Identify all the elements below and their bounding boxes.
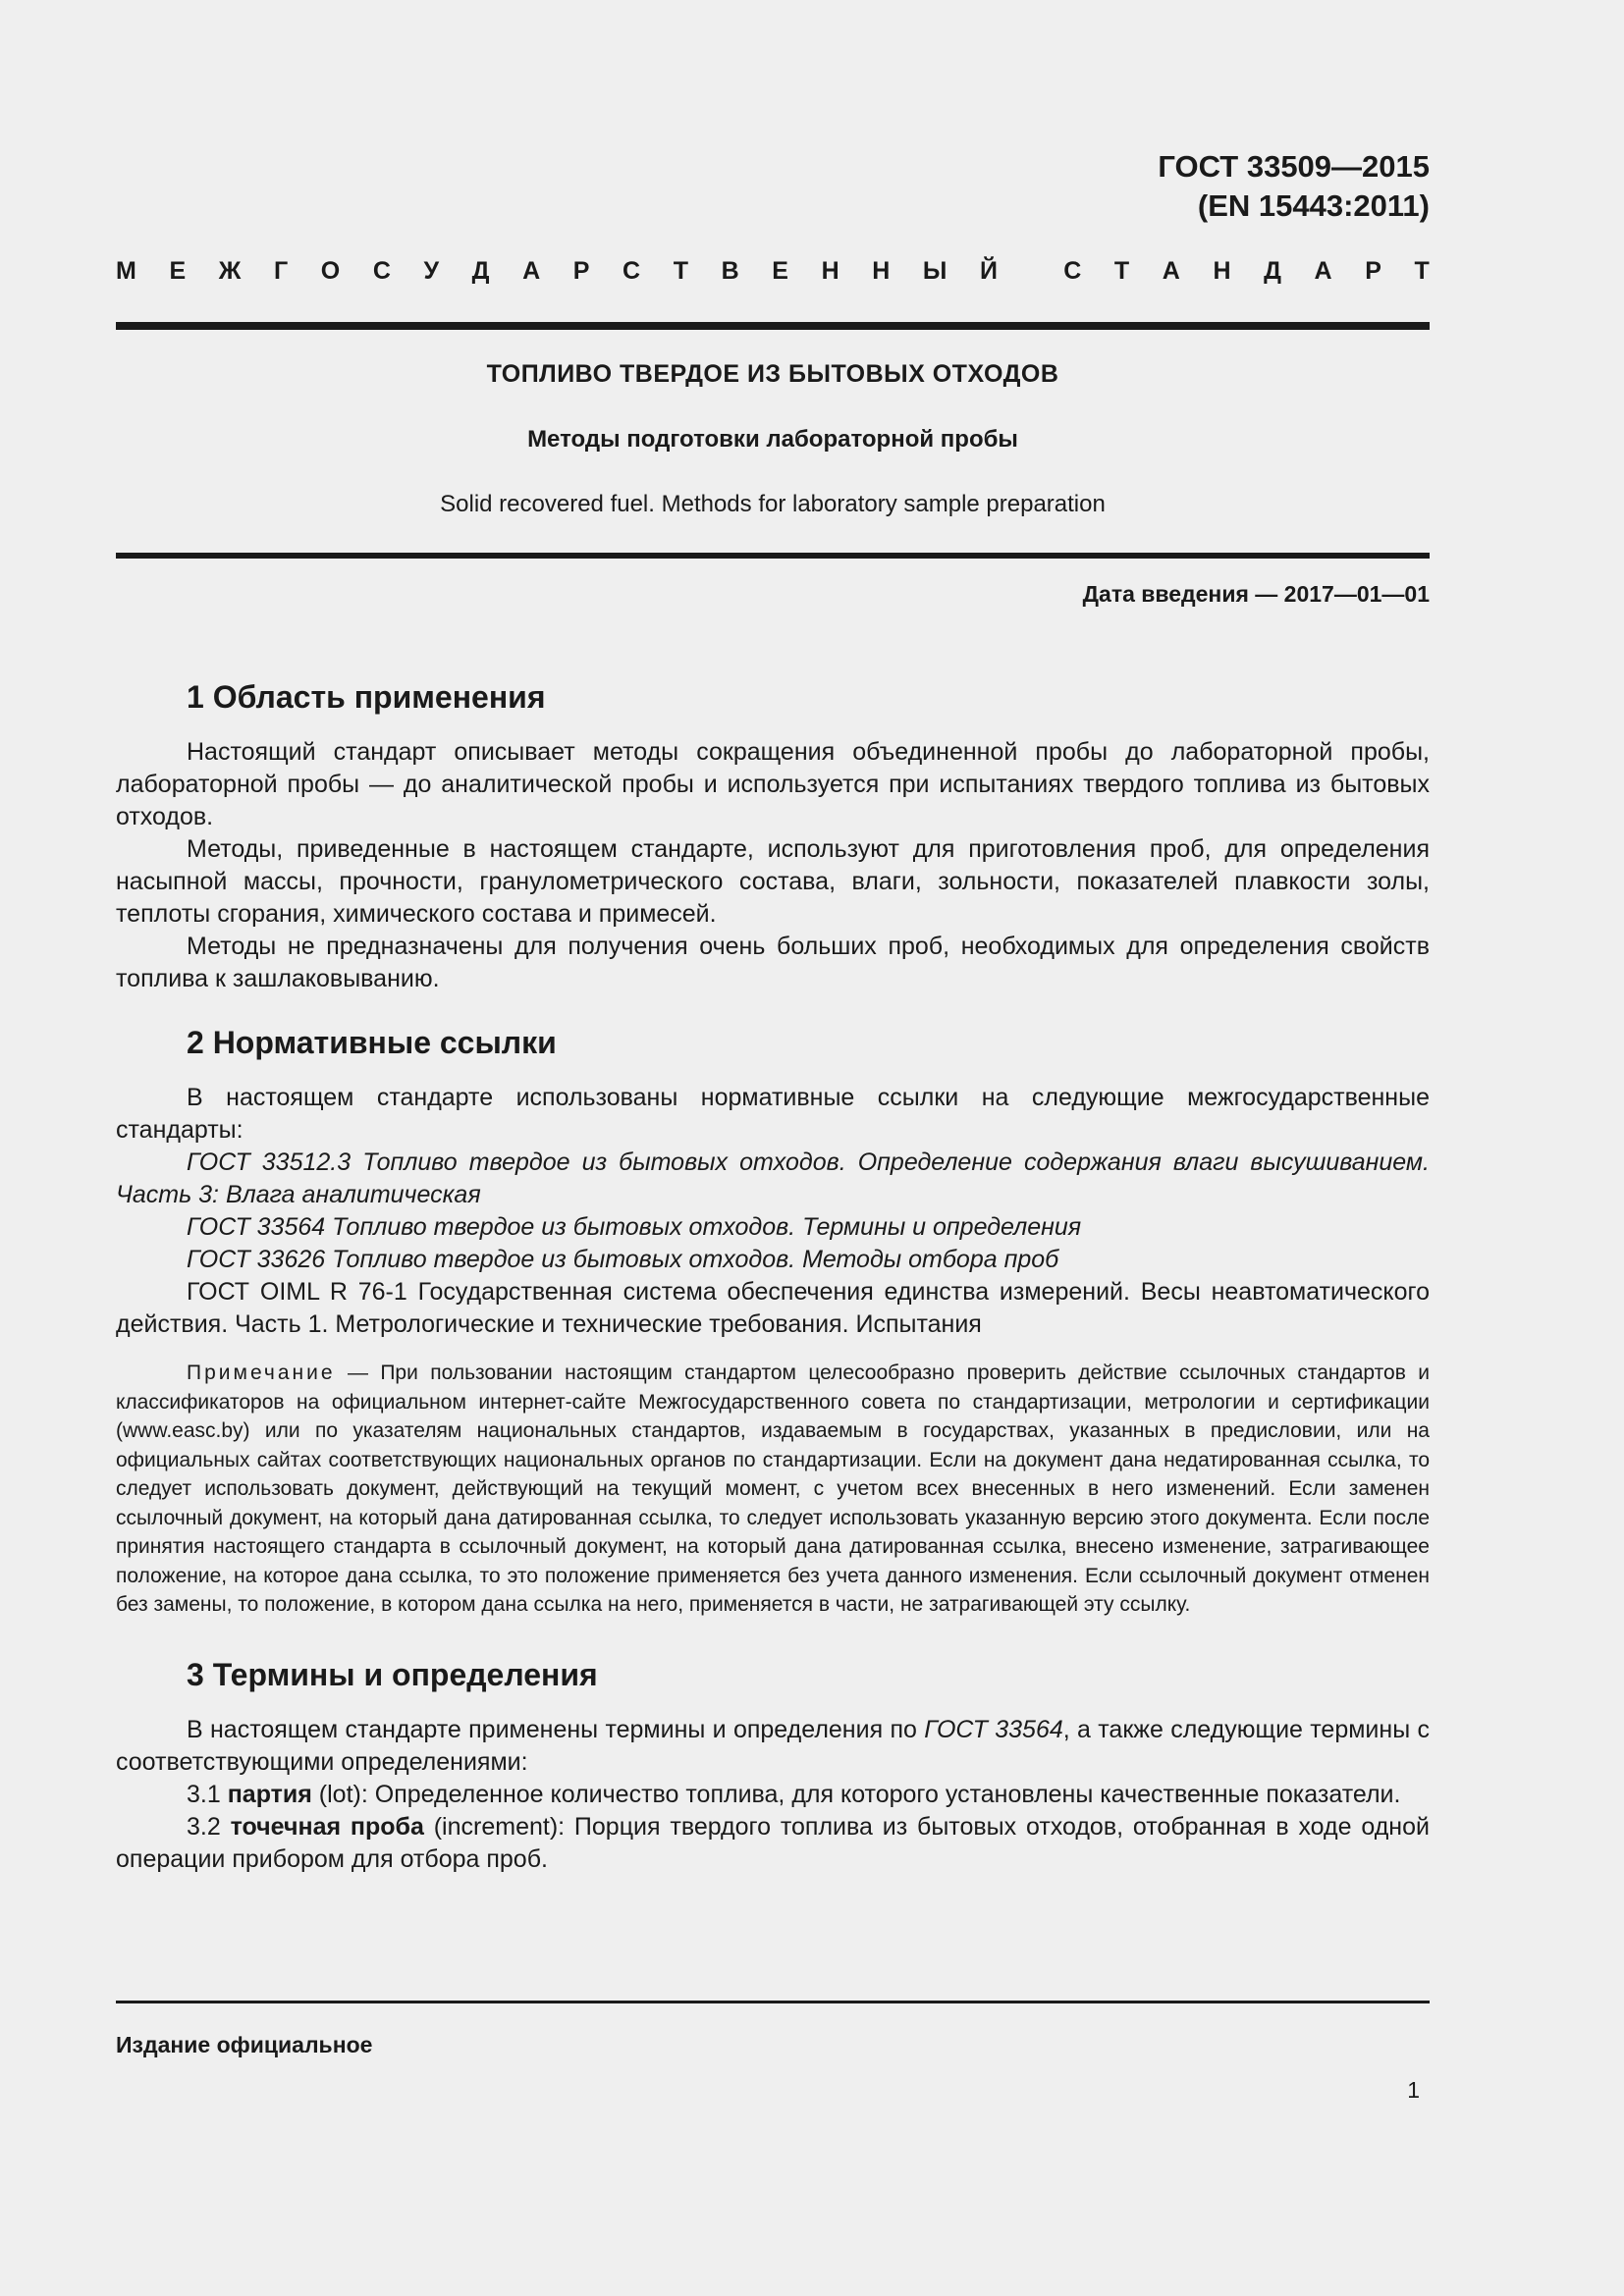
footer-rule [116, 2001, 1430, 2003]
term-definition: 3.1 партия (lot): Определенное количество топлива, для которого установлены качественные показатели. [187, 1780, 1401, 1808]
section-scope [116, 675, 1430, 995]
heading-letter: Е [772, 257, 788, 285]
heading-letter: Г [273, 257, 289, 285]
title-bottom-rule [116, 553, 1430, 559]
heading-letter: Н [872, 257, 891, 285]
heading-letter: Т [673, 257, 688, 285]
note-text: — При пользовании настоящим стандартом целесообразно проверить действие ссылочных стандартов и классификаторов на официальном интернет-сайте Межгосударственного совета по стандартизации, метрологии и сертификации (www.easc.by) или по указателям национальных стандартов, издаваемым в государствах, указанных в предисловии, или на официальных сайтах соответствующих национальных органов по стандартизации. Если на документ дана недатированная ссылка, то следует использовать документ, действующий на текущий момент, с учетом всех внесенных в него изменений. Если заменен ссылочный документ, на который дана датированная ссылка, то следует использовать указанную версию этого документа. Если после принятия настоящего стандарта в ссылочный документ, на который дана датированная ссылка, внесено изменение, затрагивающее положение, на которое дана ссылка, то это положение применяется без учета данного изменения. Если ссылочный документ отменен без замены, то положение, в котором дана ссылка на него, применяется в части, не затрагивающей эту ссылку. [116, 1362, 1430, 1616]
paragraph: В настоящем стандарте применены термины и определения по ГОСТ 33564, а также следующие термины с соответствующими определениями: [116, 1715, 1430, 1776]
en-number: (EN 15443:2011) [1197, 188, 1430, 223]
heading-letter: В [721, 257, 739, 285]
section-normative-references [116, 1021, 1430, 1620]
heading-letter: А [1162, 257, 1180, 285]
official-edition-label: Издание официальное [116, 2032, 373, 2057]
heading-letter: С [623, 257, 641, 285]
heading-letter: Т [1414, 257, 1430, 285]
document-english-title: Solid recovered fuel. Methods for laboratory sample preparation [440, 491, 1106, 517]
term-name: партия [227, 1780, 312, 1808]
heading-letter: С [372, 257, 391, 285]
reference-item: ГОСТ 33564 Топливо твердое из бытовых отходов. Термины и определения [187, 1213, 1082, 1241]
document-body [116, 675, 1430, 1876]
term-name: точечная проба [230, 1812, 424, 1841]
reference-item: ГОСТ 33626 Топливо твердое из бытовых отходов. Методы отбора проб [187, 1246, 1059, 1273]
heading-letter: Е [169, 257, 187, 285]
paragraph: Методы не предназначены для получения очень больших проб, необходимых для определения свойств топлива к зашлаковыванию. [116, 933, 1430, 992]
section-heading: 1 Область применения [187, 679, 546, 715]
standard-type-heading [116, 257, 1430, 291]
heading-letter: Д [1264, 257, 1281, 285]
standard-number-block [1158, 147, 1430, 226]
heading-letter: Р [1365, 257, 1381, 285]
document-page [116, 0, 1430, 2296]
heading-letter: М [116, 257, 136, 285]
reference-item: ГОСТ OIML R 76-1 Государственная система обеспечения единства измерений. Весы неавтоматического действия. Часть 1. Метрологические и технические требования. Испытания [116, 1278, 1430, 1338]
section-heading: 2 Нормативные ссылки [187, 1025, 557, 1060]
heading-letter: Й [980, 257, 998, 285]
heading-letter: А [1314, 257, 1332, 285]
note [116, 1359, 1430, 1620]
heading-letter: Р [572, 257, 590, 285]
paragraph: В настоящем стандарте использованы нормативные ссылки на следующие межгосударственные стандарты: [116, 1084, 1430, 1144]
paragraph: Методы, приведенные в настоящем стандарте, используют для приготовления проб, для определения насыпной массы, прочности, гранулометрического состава, влаги, зольности, показателей плавкости золы, теплоты сгорания, химического состава и примесей. [116, 835, 1430, 928]
heading-letter: О [320, 257, 341, 285]
heading-letter: Т [1113, 257, 1130, 285]
heading-letter: А [522, 257, 541, 285]
top-thick-rule [116, 322, 1430, 330]
gost-reference: ГОСТ 33564 [924, 1715, 1063, 1743]
document-title: ТОПЛИВО ТВЕРДОЕ ИЗ БЫТОВЫХ ОТХОДОВ [486, 360, 1059, 388]
introduction-date: Дата введения — 2017—01—01 [1082, 581, 1430, 607]
reference-item: ГОСТ 33512.3 Топливо твердое из бытовых отходов. Определение содержания влаги высушиванием. Часть 3: Влага аналитическая [116, 1148, 1430, 1208]
page-number: 1 [1407, 2077, 1420, 2103]
heading-letter: Д [471, 257, 490, 285]
gost-number: ГОСТ 33509—2015 [1158, 149, 1430, 184]
term-definition: 3.2 точечная проба (increment): Порция твердого топлива из бытовых отходов, отобранная в ходе одной операции прибором для отбора проб. [116, 1812, 1430, 1873]
section-heading: 3 Термины и определения [187, 1656, 598, 1692]
section-terms [116, 1653, 1430, 1876]
heading-letter: Н [1213, 257, 1231, 285]
paragraph: Настоящий стандарт описывает методы сокращения объединенной пробы до лабораторной пробы, лабораторной пробы — до аналитической пробы и используется при испытаниях твердого топлива из бытовых отходов. [116, 738, 1430, 830]
heading-letter: С [1063, 257, 1082, 285]
document-subtitle: Методы подготовки лабораторной пробы [527, 426, 1018, 453]
heading-letter: Ы [922, 257, 947, 285]
note-label: Примечание [187, 1362, 336, 1384]
heading-letter: Ж [218, 257, 242, 285]
heading-letter: У [423, 257, 440, 285]
heading-letter: Н [821, 257, 839, 285]
